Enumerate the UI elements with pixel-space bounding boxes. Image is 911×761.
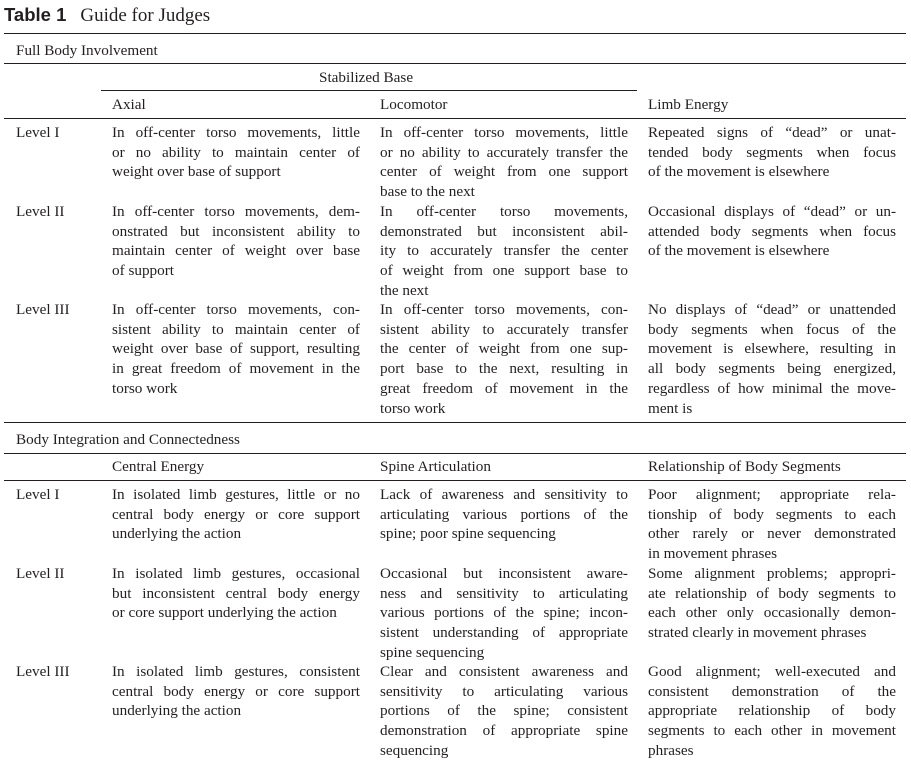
cell-line: Clear and consistent awareness and [380, 663, 628, 680]
cell-line: or no ability to accurately transfer the [380, 143, 628, 161]
cell-line: center of weight from one support [380, 163, 628, 181]
table-cell [648, 485, 896, 564]
cell-line: Occasional but inconsistent aware- [380, 565, 628, 582]
table-cell [112, 485, 360, 544]
cell-line: central body energy or core support [112, 505, 360, 523]
rule-section2-header [4, 480, 906, 481]
cell-line: Poor alignment; appropriate rela- [648, 486, 896, 503]
table-cell [648, 564, 896, 643]
cell-line: In off-center torso movements, little [380, 124, 628, 141]
cell-line: In off-center torso movements, con- [112, 301, 360, 318]
cell-line: strated clearly in movement phrases [648, 624, 867, 642]
column-header: Axial [112, 96, 146, 113]
table-cell [112, 300, 360, 399]
cell-line: tionship of body segments to each [648, 505, 896, 523]
section-heading: Full Body Involvement [16, 42, 158, 59]
table-cell [648, 662, 896, 761]
table-cell [380, 662, 628, 761]
cell-line: portions of the spine; consistent [380, 702, 628, 720]
table-cell [112, 123, 360, 182]
cell-line: of weight from one support base to [380, 262, 628, 280]
row-level-label: Level II [16, 565, 65, 582]
cell-line: Some alignment problems; appropri- [648, 565, 896, 582]
cell-line: in great freedom of movement in the [112, 360, 360, 378]
cell-line: spine sequencing [380, 643, 485, 661]
cell-line: onstrated but inconsistent ability to [112, 222, 360, 240]
column-header: Relationship of Body Segments [648, 458, 841, 475]
rule-section2-heading [4, 453, 906, 454]
rule-section1-end [4, 422, 906, 423]
column-header: Spine Articulation [380, 458, 491, 475]
cell-line: sistent ability to accurately transfer [380, 320, 628, 338]
table-caption [4, 4, 210, 27]
group-header: Stabilized Base [319, 69, 414, 86]
section-heading: Body Integration and Connectedness [16, 431, 240, 448]
cell-line: ness and sensitivity to articulating [380, 584, 628, 602]
table-cell [112, 662, 360, 721]
rule-section1-header [4, 118, 906, 119]
row-level-label: Level II [16, 203, 65, 220]
cell-line: Lack of awareness and sensitivity to [380, 486, 628, 503]
cell-line: underlying the action [112, 702, 242, 720]
cell-line: movement is elsewhere, resulting in [648, 340, 896, 358]
table-cell [112, 202, 360, 281]
row-level-label: Level III [16, 663, 70, 680]
cell-line: Good alignment; well-executed and [648, 663, 896, 680]
cell-line: demonstration of appropriate spine [380, 722, 628, 740]
table-cell [380, 485, 628, 544]
cell-line: central body energy or core support [112, 682, 360, 700]
column-header: Limb Energy [648, 96, 729, 113]
cell-line: attended body segments when focus [648, 222, 896, 240]
cell-line: base to the next [380, 183, 475, 201]
row-level-label: Level I [16, 124, 60, 141]
cell-line: ment is [648, 399, 693, 417]
table-cell [380, 202, 628, 301]
table-cell [648, 300, 896, 418]
table-cell [112, 564, 360, 623]
cell-line: maintain center of weight over base [112, 242, 360, 260]
cell-line: or no ability to maintain center of [112, 143, 360, 161]
cell-line: consistent demonstration of the [648, 682, 896, 700]
cell-line: of the movement is elsewhere [648, 242, 830, 260]
column-header: Locomotor [380, 96, 448, 113]
cell-line: sensitivity to articulating various [380, 682, 628, 700]
cell-line: in movement phrases [648, 545, 778, 563]
cell-line: torso work [112, 379, 178, 397]
row-level-label: Level I [16, 486, 60, 503]
cell-line: of support [112, 262, 175, 280]
table-number: Table 1 [4, 4, 67, 25]
row-level-label: Level III [16, 301, 70, 318]
table-cell [380, 300, 628, 418]
cell-line: weight over base of support [112, 163, 281, 181]
cell-line: tended body segments when focus [648, 143, 896, 161]
table-title: Guide for Judges [80, 5, 211, 26]
cell-line: all body segments being energized, [648, 360, 896, 378]
rule-stabilized-base [101, 90, 637, 91]
cell-line: each other only occasionally demon- [648, 604, 896, 622]
cell-line: torso work [380, 399, 446, 417]
cell-line: In off-center torso movements, dem- [112, 203, 360, 220]
table-cell [380, 123, 628, 202]
cell-line: In off-center torso movements, [380, 203, 628, 220]
cell-line: demonstrated but inconsistent abil- [380, 222, 628, 240]
cell-line: spine; poor spine sequencing [380, 525, 556, 543]
cell-line: other rarely or never demonstrated [648, 525, 896, 543]
cell-line: Occasional displays of “dead” or un- [648, 203, 896, 220]
cell-line: body segments when focus of the [648, 320, 896, 338]
cell-line: but inconsistent central body energy [112, 584, 360, 602]
rule-section1-heading [4, 63, 906, 64]
cell-line: port base to the next, resulting in [380, 360, 628, 378]
cell-line: No displays of “dead” or unattended [648, 301, 896, 318]
cell-line: sistent ability to maintain center of [112, 320, 360, 338]
column-header: Central Energy [112, 458, 205, 475]
cell-line: sistent understanding of appropriate [380, 624, 628, 642]
cell-line: In isolated limb gestures, consistent [112, 663, 360, 680]
cell-line: In isolated limb gestures, occasional [112, 565, 360, 582]
rule-top [4, 33, 906, 34]
cell-line: articulating various portions of the [380, 505, 628, 523]
cell-line: the next [380, 281, 429, 299]
cell-line: ity to accurately transfer the center [380, 242, 628, 260]
cell-line: In off-center torso movements, little [112, 124, 360, 141]
cell-line: the center of weight from one sup- [380, 340, 628, 358]
table-cell [380, 564, 628, 663]
cell-line: In isolated limb gestures, little or no [112, 486, 360, 503]
cell-line: various portions of the spine; incon- [380, 604, 628, 622]
table-cell [648, 202, 896, 261]
cell-line: underlying the action [112, 525, 242, 543]
table-cell [648, 123, 896, 182]
cell-line: In off-center torso movements, con- [380, 301, 628, 318]
cell-line: great freedom of movement in the [380, 379, 628, 397]
cell-line: regardless of how minimal the move- [648, 379, 896, 397]
cell-line: Repeated signs of “dead” or unat- [648, 124, 896, 141]
cell-line: or core support underlying the action [112, 604, 337, 622]
cell-line: weight over base of support, resulting [112, 340, 360, 358]
cell-line: sequencing [380, 741, 449, 759]
cell-line: phrases [648, 741, 694, 759]
cell-line: of the movement is elsewhere [648, 163, 830, 181]
cell-line: segments to each other in movement [648, 722, 896, 740]
cell-line: ate relationship of body segments to [648, 584, 896, 602]
cell-line: appropriate relationship of body [648, 702, 896, 720]
